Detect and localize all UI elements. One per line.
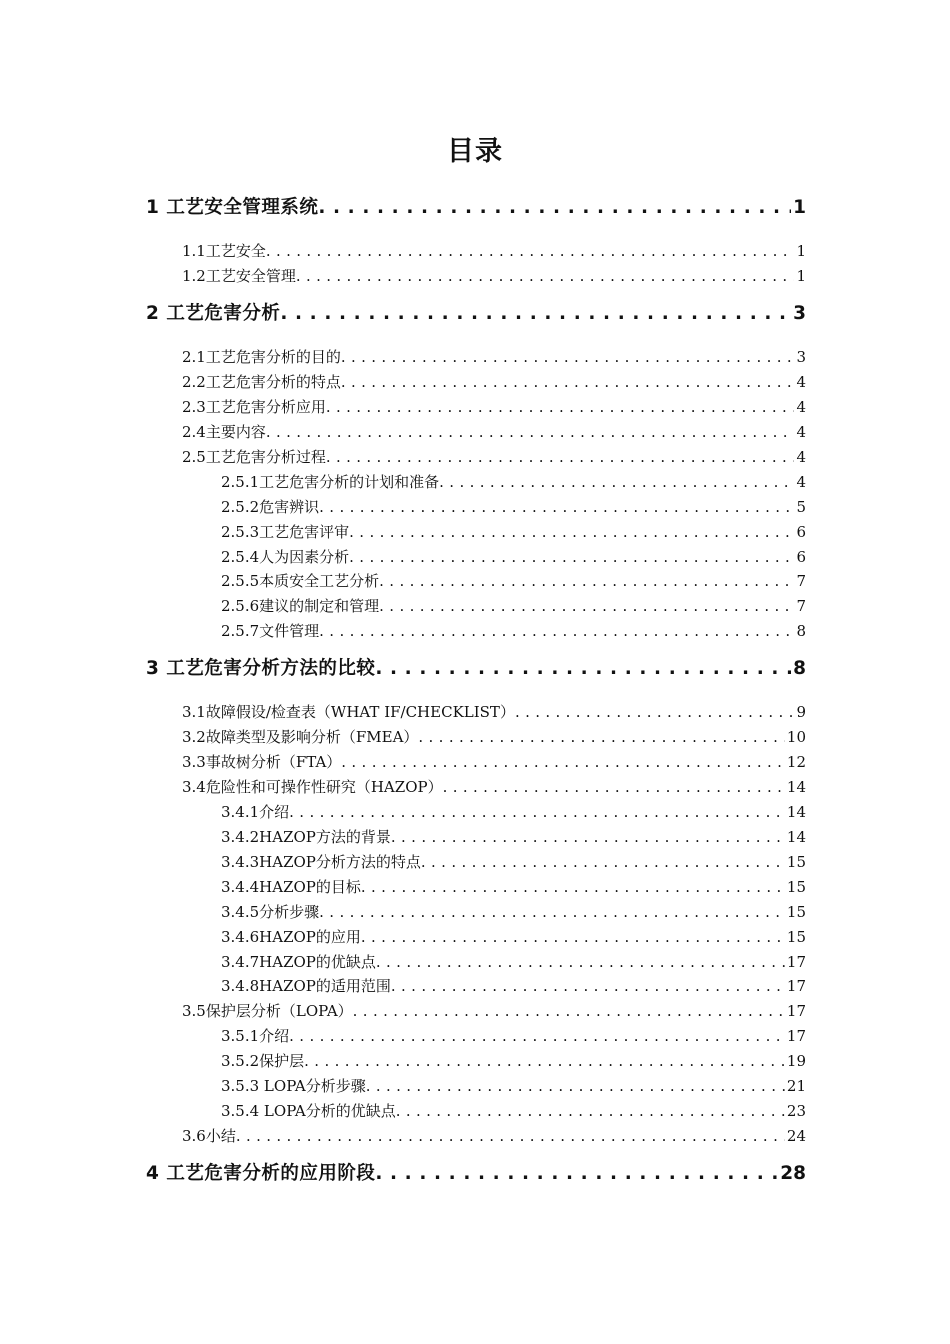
toc-entry-label: 2 工艺危害分析 [146, 303, 281, 324]
dot-leader [236, 1125, 785, 1147]
toc-entry-label: 3.4.3HAZOP分析方法的特点 [221, 853, 421, 871]
dot-leader [304, 1050, 785, 1072]
toc-page-number: 7 [796, 597, 806, 615]
toc-page-number: 15 [786, 853, 806, 871]
toc-entry-level2[interactable] [182, 446, 806, 468]
toc-entry-level3[interactable] [221, 620, 806, 642]
toc-entry-level2[interactable] [182, 726, 806, 748]
toc-entry-level3[interactable] [221, 471, 806, 493]
toc-entry-level3[interactable] [221, 901, 806, 923]
toc-page-number: 10 [786, 728, 806, 746]
toc-page-number: 28 [780, 1163, 806, 1184]
dot-leader [379, 570, 794, 592]
toc-page-number: 24 [786, 1127, 806, 1145]
toc-entry-label: 3.1故障假设/检查表（WHAT IF/CHECKLIST） [182, 703, 515, 721]
toc-entry-level3[interactable] [221, 595, 806, 617]
toc-entry-label: 4 工艺危害分析的应用阶段 [146, 1163, 376, 1184]
toc-page-number: 17 [786, 977, 806, 995]
toc-page-number: 7 [796, 572, 806, 590]
dot-leader [326, 396, 795, 418]
toc-entry-level3[interactable] [221, 951, 806, 973]
dot-leader [280, 301, 791, 327]
toc-page-number: 4 [796, 448, 806, 466]
toc-entry-level3[interactable] [221, 1075, 806, 1097]
toc-entry-label: 3.4.7HAZOP的优缺点 [221, 953, 376, 971]
toc-entry-label: 3.4.6HAZOP的应用 [221, 928, 361, 946]
dot-leader [326, 446, 795, 468]
toc-page-number: 4 [796, 398, 806, 416]
toc-entry-level1[interactable] [146, 195, 806, 221]
toc-entry-level1[interactable] [146, 1161, 806, 1187]
toc-entry-level3[interactable] [221, 1100, 806, 1122]
toc-entry-level2[interactable] [182, 701, 806, 723]
toc-entry-level2[interactable] [182, 346, 806, 368]
toc-entry-label: 2.3工艺危害分析应用 [182, 398, 326, 416]
toc-page-number: 4 [796, 473, 806, 491]
toc-entry-level3[interactable] [221, 801, 806, 823]
toc-entry-level2[interactable] [182, 265, 806, 287]
toc-page-number: 1 [796, 267, 806, 285]
toc-entry-label: 2.5工艺危害分析过程 [182, 448, 326, 466]
toc-entry-label: 3.2故障类型及影响分析（FMEA） [182, 728, 419, 746]
toc-page-number: 5 [796, 498, 806, 516]
toc-entry-level2[interactable] [182, 371, 806, 393]
toc-entry-level2[interactable] [182, 751, 806, 773]
dot-leader [418, 726, 785, 748]
dot-leader [341, 751, 785, 773]
toc-entry-label: 3.4危险性和可操作性研究（HAZOP） [182, 778, 443, 796]
dot-leader [266, 421, 795, 443]
toc-page-number: 9 [796, 703, 806, 721]
dot-leader [319, 901, 785, 923]
toc-page-number: 8 [793, 658, 806, 679]
toc-page-number: 15 [786, 903, 806, 921]
dot-leader [341, 371, 795, 393]
toc-page-number: 14 [786, 778, 806, 796]
toc-page-number: 6 [796, 548, 806, 566]
dot-leader [266, 240, 795, 262]
toc-page-number: 17 [786, 1027, 806, 1045]
toc-entry-label: 2.5.3工艺危害评审 [221, 523, 350, 541]
toc-entry-label: 2.4主要内容 [182, 423, 266, 441]
toc-entry-label: 3.5.2保护层 [221, 1052, 305, 1070]
dot-leader [391, 975, 785, 997]
toc-entry-level3[interactable] [221, 546, 806, 568]
toc-entry-label: 2.5.5本质安全工艺分析 [221, 572, 380, 590]
toc-page-number: 19 [786, 1052, 806, 1070]
toc-entry-level3[interactable] [221, 1050, 806, 1072]
dot-leader [376, 951, 785, 973]
toc-entry-label: 2.5.7文件管理 [221, 622, 320, 640]
dot-leader [289, 1025, 785, 1047]
toc-entry-level3[interactable] [221, 1025, 806, 1047]
dot-leader [391, 826, 785, 848]
toc-entry-level3[interactable] [221, 926, 806, 948]
toc-entry-level3[interactable] [221, 975, 806, 997]
toc-page-number: 1 [793, 197, 806, 218]
toc-entry-label: 3 工艺危害分析方法的比较 [146, 658, 376, 679]
toc-entry-label: 3.4.5分析步骤 [221, 903, 320, 921]
dot-leader [341, 346, 795, 368]
toc-entry-level3[interactable] [221, 851, 806, 873]
dot-leader [443, 776, 785, 798]
toc-entry-label: 3.4.2HAZOP方法的背景 [221, 828, 391, 846]
toc-entry-level1[interactable] [146, 656, 806, 682]
toc-entry-level3[interactable] [221, 876, 806, 898]
dot-leader [396, 1100, 785, 1122]
toc-entry-level2[interactable] [182, 240, 806, 262]
toc-entry-label: 3.6小结 [182, 1127, 236, 1145]
toc-entry-label: 2.5.6建议的制定和管理 [221, 597, 380, 615]
toc-entry-label: 2.5.1工艺危害分析的计划和准备 [221, 473, 440, 491]
toc-page-number: 14 [786, 803, 806, 821]
dot-leader [375, 656, 791, 682]
toc-entry-label: 1.2工艺安全管理 [182, 267, 296, 285]
dot-leader [349, 546, 794, 568]
toc-page-number: 14 [786, 828, 806, 846]
toc-page-number: 15 [786, 878, 806, 896]
dot-leader [349, 521, 794, 543]
toc-page-number: 17 [786, 953, 806, 971]
toc-entry-level3[interactable] [221, 570, 806, 592]
toc-page-number: 23 [786, 1102, 806, 1120]
dot-leader [421, 851, 785, 873]
dot-leader [361, 926, 785, 948]
dot-leader [353, 1000, 785, 1022]
toc-entry-level1[interactable] [146, 301, 806, 327]
toc-entry-label: 3.3事故树分析（FTA） [182, 753, 342, 771]
toc-entry-label: 3.5.4 LOPA分析的优缺点 [221, 1102, 396, 1120]
toc-page-number: 4 [796, 373, 806, 391]
toc-entry-label: 2.5.4人为因素分析 [221, 548, 350, 566]
toc-entry-label: 2.2工艺危害分析的特点 [182, 373, 341, 391]
dot-leader [379, 595, 794, 617]
toc-page-number: 17 [786, 1002, 806, 1020]
toc-page-number: 3 [796, 348, 806, 366]
toc-page-number: 21 [786, 1077, 806, 1095]
toc-entry-label: 3.5.1介绍 [221, 1027, 290, 1045]
toc-entry-label: 2.1工艺危害分析的目的 [182, 348, 341, 366]
toc-title: 目录 [447, 136, 503, 167]
toc-entry-level2[interactable] [182, 421, 806, 443]
toc-entry-label: 2.5.2危害辨识 [221, 498, 320, 516]
toc-entry-level3[interactable] [221, 496, 806, 518]
toc-entry-label: 1 工艺安全管理系统 [146, 197, 319, 218]
dot-leader [366, 1075, 785, 1097]
toc-entry-label: 3.4.1介绍 [221, 803, 290, 821]
toc-entry-level2[interactable] [182, 776, 806, 798]
toc-entry-label: 3.5保护层分析（LOPA） [182, 1002, 353, 1020]
dot-leader [318, 195, 791, 221]
toc-entry-label: 3.4.8HAZOP的适用范围 [221, 977, 391, 995]
toc-entry-level3[interactable] [221, 826, 806, 848]
dot-leader [289, 801, 785, 823]
toc-entry-level2[interactable] [182, 1125, 806, 1147]
toc-entry-label: 3.5.3 LOPA分析步骤 [221, 1077, 366, 1095]
toc-page-number: 6 [796, 523, 806, 541]
dot-leader [319, 496, 794, 518]
toc-page-number: 1 [796, 242, 806, 260]
dot-leader [361, 876, 785, 898]
toc-page-number: 8 [796, 622, 806, 640]
toc-page-number: 4 [796, 423, 806, 441]
toc-entry-level3[interactable] [221, 521, 806, 543]
dot-leader [375, 1161, 778, 1187]
toc-page-number: 3 [793, 303, 806, 324]
toc-entry-label: 1.1工艺安全 [182, 242, 266, 260]
dot-leader [296, 265, 795, 287]
toc-entry-level2[interactable] [182, 1000, 806, 1022]
toc-entry-label: 3.4.4HAZOP的目标 [221, 878, 361, 896]
toc-page-number: 15 [786, 928, 806, 946]
dot-leader [319, 620, 794, 642]
toc-page-number: 12 [786, 753, 806, 771]
dot-leader [439, 471, 794, 493]
dot-leader [515, 701, 795, 723]
toc-entry-level2[interactable] [182, 396, 806, 418]
